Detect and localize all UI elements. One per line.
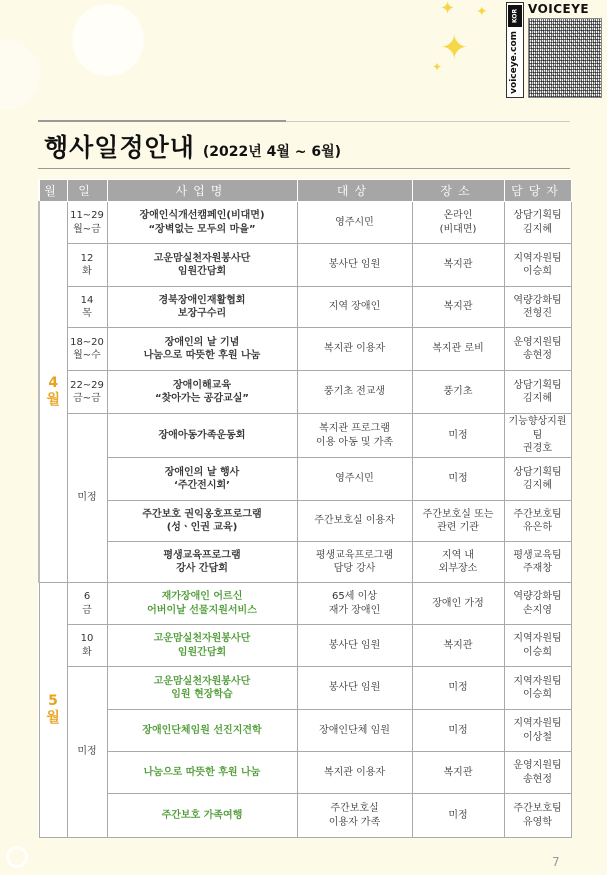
target-cell: 영주시민 [297,458,412,501]
table-row [39,752,571,794]
manager-cell: 지역자원팀 이상철 [504,710,571,752]
target-cell: 장애인단체 임원 [297,710,412,752]
date-cell: 6 금 [67,583,107,625]
col-place: 장소 [412,180,504,202]
program-cell: 주간보호 권익옹호프로그램 (성ㆍ인권 교육) [107,501,297,542]
star-icon: ✦ [440,0,456,19]
date-cell: 14 목 [67,287,107,328]
voiceye-kor-badge: KOR [508,5,522,27]
table-row [39,287,571,328]
manager-cell: 평생교육팀 주재창 [504,542,571,583]
program-cell: 장애인의 날 기념 나눔으로 따뜻한 후원 나눔 [107,328,297,371]
table-row [39,625,571,667]
col-month: 월 [39,180,67,202]
manager-cell: 주간보호팀 유은하 [504,501,571,542]
program-cell: 장애인식개선캠페인(비대면) “장벽없는 모두의 마을” [107,202,297,244]
program-cell: 장애이해교육 “찾아가는 공감교실” [107,371,297,414]
place-cell: 미정 [412,794,504,838]
header-divider [38,120,286,122]
place-cell: 복지관 [412,287,504,328]
target-cell: 복지관 프로그램 이용 아동 및 가족 [297,414,412,458]
table-row [39,501,571,542]
voiceye-code [506,2,602,98]
table-row [39,371,571,414]
table-header-row [39,180,571,202]
manager-cell: 상담기획팀 김지혜 [504,371,571,414]
place-cell: 복지관 [412,625,504,667]
star-icon: ✦ [476,4,488,20]
place-cell: 장애인 가정 [412,583,504,625]
month-may: 5 월 [39,583,67,838]
place-cell: 온라인 (비대면) [412,202,504,244]
manager-cell: 지역자원팀 이승희 [504,667,571,710]
place-cell: 미정 [412,667,504,710]
place-cell: 지역 내 외부장소 [412,542,504,583]
manager-cell: 역량강화팀 손지영 [504,583,571,625]
place-cell: 복지관 로비 [412,328,504,371]
program-cell: 장애인단체임원 선진지견학 [107,710,297,752]
target-cell: 봉사단 임원 [297,667,412,710]
place-cell: 복지관 [412,752,504,794]
star-icon: ✦ [432,60,443,74]
manager-cell: 역량강화팀 전형진 [504,287,571,328]
date-cell: 18~20 월~수 [67,328,107,371]
program-cell: 장애인의 날 행사 ‘주간전시회’ [107,458,297,501]
col-manager: 담당자 [504,180,571,202]
voiceye-sidebar [506,2,524,98]
target-cell: 65세 이상 재가 장애인 [297,583,412,625]
table-row [39,458,571,501]
table-row [39,202,571,244]
target-cell: 평생교육프로그램 담당 강사 [297,542,412,583]
manager-cell: 상담기획팀 김지혜 [504,202,571,244]
table-row [39,583,571,625]
place-cell: 미정 [412,710,504,752]
table-row [39,667,571,710]
voiceye-site: voiceye.com [509,31,519,94]
target-cell: 주간보호실 이용자 [297,501,412,542]
target-cell: 봉사단 임원 [297,244,412,287]
table-row [39,542,571,583]
page-number: 7 [552,855,560,869]
decorative-ring [6,846,28,868]
col-day: 일 [67,180,107,202]
col-target: 대상 [297,180,412,202]
place-cell: 주간보호실 또는 관련 기관 [412,501,504,542]
manager-cell: 주간보호팀 유영학 [504,794,571,838]
date-cell: 11~29 월~금 [67,202,107,244]
table-row [39,794,571,838]
program-cell: 경북장애인재활협회 보장구수리 [107,287,297,328]
date-cell: 미정 [67,414,107,583]
program-cell: 고운맘실천자원봉사단 임원간담회 [107,625,297,667]
program-cell: 장애아동가족운동회 [107,414,297,458]
manager-cell: 상담기획팀 김지혜 [504,458,571,501]
target-cell: 지역 장애인 [297,287,412,328]
manager-cell: 지역자원팀 이승희 [504,244,571,287]
manager-cell: 기능향상지원팀 권경호 [504,414,571,458]
program-cell: 평생교육프로그램 강사 간담회 [107,542,297,583]
voiceye-brand: VOICEYE [528,2,590,16]
table-row [39,328,571,371]
program-cell: 고운맘실천자원봉사단 임원간담회 [107,244,297,287]
voiceye-barcode [528,18,602,98]
header-divider [286,121,570,122]
manager-cell: 운영지원팀 송현정 [504,752,571,794]
program-cell: 나눔으로 따뜻한 후원 나눔 [107,752,297,794]
program-cell: 주간보호 가족여행 [107,794,297,838]
decorative-circle [0,40,40,110]
target-cell: 복지관 이용자 [297,328,412,371]
place-cell: 미정 [412,414,504,458]
col-program: 사업명 [107,180,297,202]
target-cell: 복지관 이용자 [297,752,412,794]
manager-cell: 운영지원팀 송현정 [504,328,571,371]
place-cell: 복지관 [412,244,504,287]
page-title: 행사일정안내 [44,133,195,162]
title-underline [38,168,570,169]
program-cell: 재가장애인 어르신 어버이날 선물지원서비스 [107,583,297,625]
star-icon: ✦ [440,28,469,68]
target-cell: 주간보호실 이용자 가족 [297,794,412,838]
place-cell: 미정 [412,458,504,501]
page-subtitle: (2022년 4월 ~ 6월) [202,144,342,160]
month-april: 4 월 [39,202,67,583]
table-row [39,710,571,752]
target-cell: 영주시민 [297,202,412,244]
schedule-table [38,179,572,838]
program-cell: 고운맘실천자원봉사단 임원 현장학습 [107,667,297,710]
page-title-block [44,128,564,164]
date-cell: 12 화 [67,244,107,287]
table-row [39,414,571,458]
place-cell: 풍기초 [412,371,504,414]
date-cell: 미정 [67,667,107,838]
target-cell: 봉사단 임원 [297,625,412,667]
date-cell: 10 화 [67,625,107,667]
decorative-circle [72,4,144,76]
table-row [39,244,571,287]
manager-cell: 지역자원팀 이승희 [504,625,571,667]
date-cell: 22~29 금~금 [67,371,107,414]
target-cell: 풍기초 전교생 [297,371,412,414]
